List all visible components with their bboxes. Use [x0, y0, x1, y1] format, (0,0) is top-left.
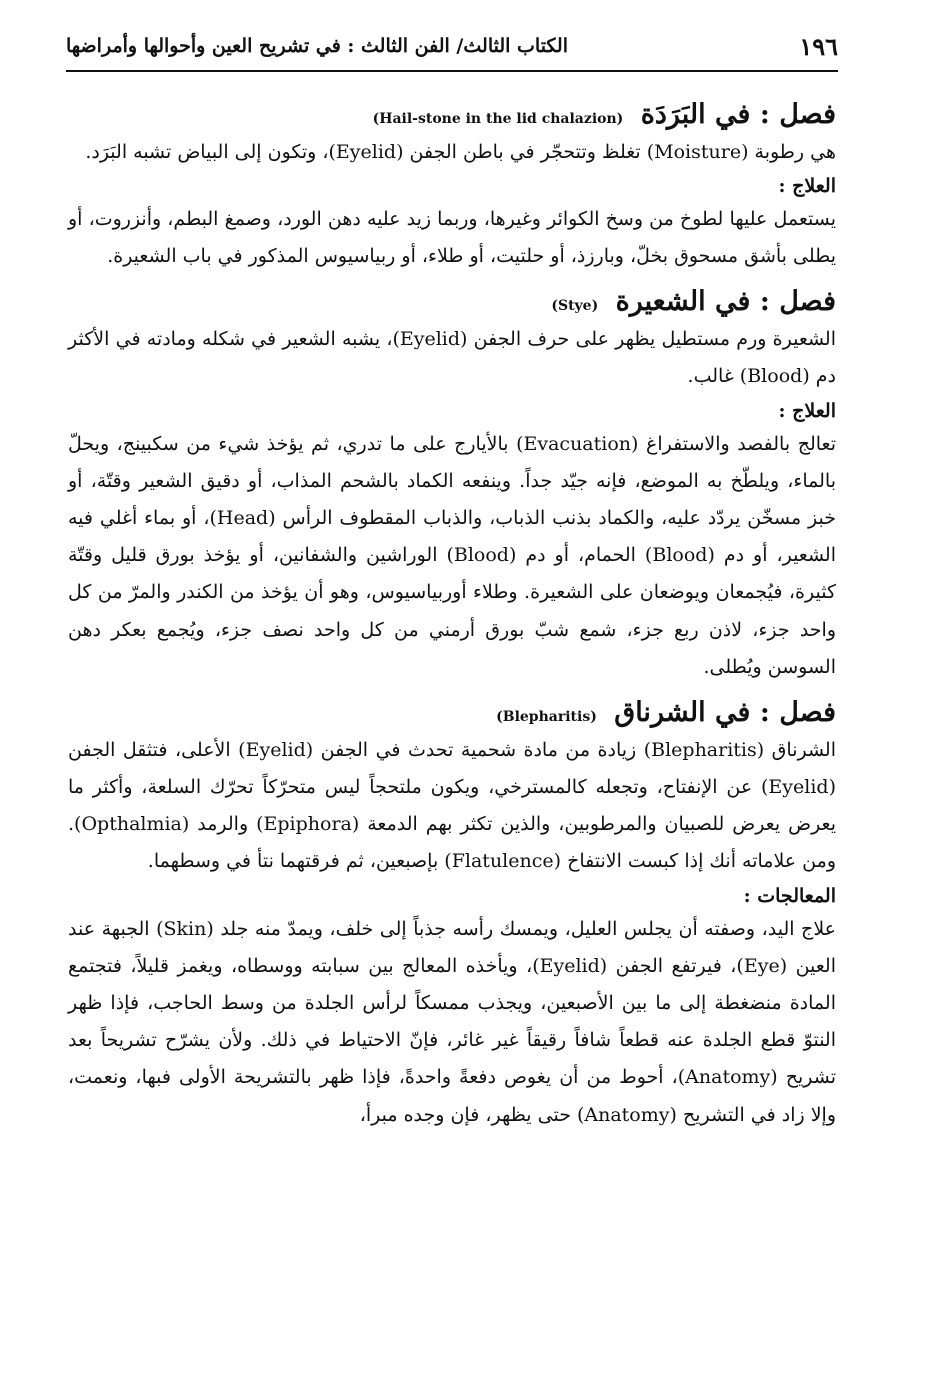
section-stye	[68, 285, 836, 686]
section-title-arabic: فصل : في البَرَدَة	[640, 99, 836, 130]
section-body: يستعمل عليها لطوخ من وسخ الكوائر وغيرها، وربما زيد عليه دهن الورد، وصمغ البطم، وأنزروت، أو يطلى بأشق مسحوق بخلّ، وبارزذ، أو حلتيت، أو طلاء، أو ربياسيوس المذكور في باب الشعيرة.	[68, 207, 836, 268]
section-title-english: (Stye)	[551, 298, 599, 315]
section-title	[68, 285, 836, 319]
section-title-english: (Hail-stone in the lid chalazion)	[372, 111, 624, 127]
section-title-arabic: فصل : في الشعيرة	[615, 286, 836, 318]
section-title-arabic: فصل : في الشرناق	[614, 696, 836, 728]
section-intro: الشعيرة ورم مستطيل يظهر على حرف الجفن (Eyelid)، يشبه الشعير في شكله ومادته في الأكثر دم (Blood) غالب.	[68, 328, 836, 388]
page-content	[68, 88, 836, 1134]
page-header	[66, 28, 838, 64]
section-intro: هي رطوبة (Moisture) تغلظ وتتحجّر في باطن الجفن (Eyelid)، وتكون إلى البياض تشبه البَرَد.	[85, 140, 836, 163]
running-title: الكتاب الثالث/ الفن الثالث : في تشريح العين وأحوالها وأمراضها	[66, 35, 568, 57]
section-subheading: العلاج :	[778, 174, 836, 197]
section-body: تعالج بالفصد والاستفراغ (Evacuation) بالأيارج على ما تدري، ثم يؤخذ شيء من سكبينج، ويحلّ بالماء، ويلطّخ به الموضع، فإنه جيّد جداً. وينفعه الكماد بالشحم المذاب، أو دقيق الشعير وقتّة، أو خبز مسخّن يردّد عليه، والكماد بذنب الذباب، والذباب المقطوف الرأس (Head)، أو بماء أغلي فيه الشعير، أو دم (Blood) الحمام، أو دم (Blood) الوراشين والشفانين، أو يؤخذ بورق قليل وقتّة كثيرة، فيُجمعان ويوضعان على الشعيرة. وطلاء أوربياسيوس، وهو أن يؤخذ من الكندر والمرّ من كل واحد جزء، لاذن ربع جزء، شمع شبّ بورق أرمني من كل واحد نصف جزء، ويُجمع بعكر دهن السوسن ويُطلى.	[68, 432, 836, 678]
section-intro: الشرناق (Blepharitis) زيادة من مادة شحمية تحدث في الجفن (Eyelid) الأعلى، فتثقل الجفن (Eyelid) عن الإنفتاح، وتجعله كالمسترخي، ويكون ملتحجاً ليس متحرّكاً تحرّك السلعة، وأكثر ما يعرض يعرض للصبيان والمرطوبين، والذين تكثر بهم الدمعة (Epiphora) والرمد (Opthalmia). ومن علاماته أنك إذا كبست الانتفاخ (Flatulence) بإصبعين، ثم فرقتهما نتأ في وسطهما.	[68, 738, 837, 873]
section-subheading: العلاج :	[778, 399, 836, 422]
section-title	[68, 696, 836, 730]
section-subheading: المعالجات :	[743, 884, 836, 907]
header-rule	[66, 70, 838, 72]
page-number: ١٩٦	[799, 31, 838, 61]
section-chalazion	[68, 98, 836, 275]
section-title	[68, 98, 836, 132]
section-blepharitis	[68, 696, 836, 1134]
section-title-english: (Blepharitis)	[496, 708, 597, 725]
section-body: علاج اليد، وصفته أن يجلس العليل، ويمسك رأسه جذباً إلى خلف، ويمدّ منه جلد (Skin) الجبهة عند العين (Eye)، فيرتفع الجفن (Eyelid)، ويأخذه المعالج بين سبابته ووسطاه، ويغمز قليلاً، فتجتمع المادة منضغطة إلى ما بين الأصبعين، ويجذب ممسكاً لرأس الجلدة من وسط الحاجب، فإذا ظهر النتوّ قطع الجلدة عنه قطعاً شافاً رقيقاً غير غائر، فإنّ الاحتياط في ذلك. ولأن يشرّح تشريحاً بعد تشريح (Anatomy)، أحوط من أن يغوص دفعةً واحدةً، فإذا ظهر بالتشريحة الأولى فبها، ونعمت، وإلا زاد في التشريح (Anatomy) حتى يظهر، فإن وجده مبرأ،	[68, 917, 836, 1126]
